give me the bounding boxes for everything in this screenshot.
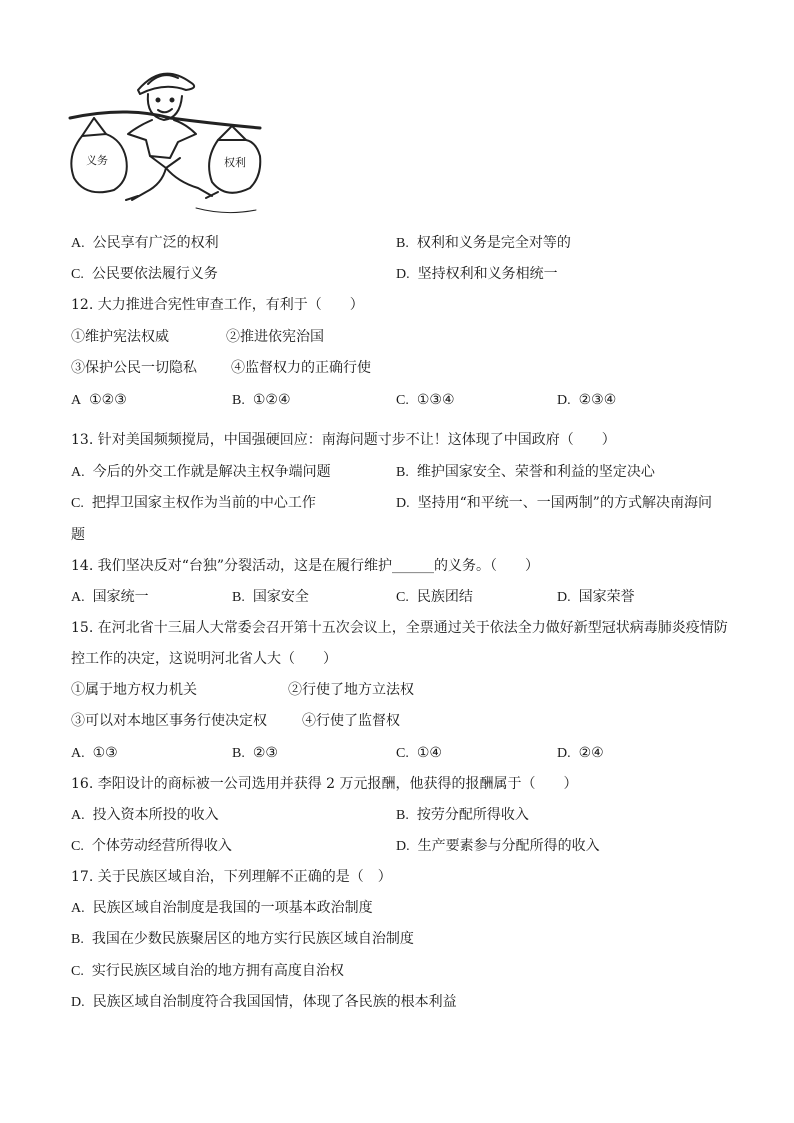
option-text: 公民享有广泛的权利	[92, 235, 219, 251]
right-sack-label: 权利	[224, 156, 246, 169]
q12-option-d	[557, 391, 616, 410]
pole-carrier-illustration	[66, 60, 262, 222]
option-label: A	[71, 393, 82, 408]
option-label: A.	[71, 465, 85, 480]
q15-option-d	[557, 744, 604, 763]
q14-option-c	[396, 588, 473, 607]
option-text: 实行民族区域自治的地方拥有高度自治权	[91, 963, 344, 979]
q15-stem-line1: 15. 在河北省十三届人大常委会召开第十五次会议上，全票通过关于依法全力做好新型冠状病毒肺炎疫情防	[71, 620, 728, 636]
option-text: 个体劳动经营所得收入	[91, 838, 232, 854]
option-text: 我国在少数民族聚居区的地方实行民族区域自治制度	[91, 931, 414, 947]
option-text: ①④	[416, 745, 442, 761]
option-label: B.	[71, 932, 84, 947]
option-text: 民族区域自治制度符合我国国情，体现了各民族的根本利益	[92, 994, 457, 1010]
q13-option-c	[71, 494, 316, 513]
q14-stem: 14. 我们坚决反对“台独”分裂活动，这是在履行维护______的义务。（ ）	[71, 558, 540, 574]
q11-option-d	[396, 265, 558, 284]
option-label: A.	[71, 901, 85, 916]
option-text: 把捍卫国家主权作为当前的中心工作	[91, 495, 316, 511]
q17-option-a	[71, 899, 373, 918]
option-text: 生产要素参与分配所得的收入	[417, 838, 600, 854]
option-label: C.	[71, 496, 84, 511]
q14-option-b	[232, 588, 309, 607]
option-label: D.	[396, 267, 410, 282]
option-label: C.	[396, 746, 409, 761]
option-text: ②③	[252, 745, 278, 761]
q11-option-c	[71, 265, 218, 284]
q13-stem: 13. 针对美国频频搅局，中国强硬回应：南海问题寸步不让！这体现了中国政府（ ）	[71, 432, 616, 448]
q13-option-a	[71, 463, 331, 482]
option-label: D.	[557, 590, 571, 605]
option-label: B.	[232, 746, 245, 761]
q12-option-c	[396, 391, 455, 410]
q12-item-1: ①维护宪法权威	[71, 329, 169, 345]
option-text: 国家安全	[252, 589, 309, 605]
option-text: 坚持权利和义务相统一	[417, 266, 558, 282]
option-label: D.	[557, 393, 571, 408]
q15-option-c	[396, 744, 442, 763]
option-label: B.	[396, 465, 409, 480]
q12-option-b	[232, 391, 291, 410]
q15-item-1: ①属于地方权力机关	[71, 682, 197, 698]
q13-option-d-wrap: 题	[71, 527, 85, 543]
option-text: 今后的外交工作就是解决主权争端问题	[92, 464, 331, 480]
q15-item-2: ②行使了地方立法权	[288, 682, 414, 698]
option-text: 按劳分配所得收入	[416, 807, 529, 823]
q15-option-b	[232, 744, 278, 763]
q12-option-a	[71, 391, 127, 410]
q15-option-a	[71, 744, 118, 763]
option-text: ①②④	[252, 392, 291, 408]
option-text: 坚持用“和平统一、一国两制”的方式解决南海问	[417, 495, 712, 511]
option-label: C.	[71, 839, 84, 854]
option-text: 国家统一	[92, 589, 149, 605]
q11-option-b	[396, 234, 571, 253]
option-text: 民族团结	[416, 589, 473, 605]
q16-stem: 16. 李阳设计的商标被一公司选用并获得 2 万元报酬，他获得的报酬属于（ ）	[71, 776, 578, 792]
q15-item-3: ③可以对本地区事务行使决定权	[71, 713, 267, 729]
option-text: ①③④	[416, 392, 455, 408]
q12-item-4: ④监督权力的正确行使	[231, 360, 371, 376]
q17-option-c	[71, 962, 344, 981]
option-text: 公民要依法履行义务	[91, 266, 218, 282]
q15-stem-line2: 控工作的决定，这说明河北省人大（ ）	[71, 651, 337, 667]
option-label: B.	[396, 808, 409, 823]
option-label: C.	[71, 964, 84, 979]
left-sack-label: 义务	[86, 154, 108, 167]
option-text: 投入资本所投的收入	[92, 807, 219, 823]
option-text: ①②③	[89, 392, 127, 408]
q14-option-d	[557, 588, 635, 607]
option-label: A.	[71, 746, 85, 761]
option-label: D.	[396, 496, 410, 511]
q17-option-d	[71, 993, 457, 1012]
option-label: C.	[71, 267, 84, 282]
q16-option-c	[71, 837, 232, 856]
q15-item-4: ④行使了监督权	[302, 713, 400, 729]
q12-item-2: ②推进依宪治国	[226, 329, 324, 345]
option-label: B.	[232, 393, 245, 408]
hat-icon	[138, 74, 194, 94]
option-label: C.	[396, 393, 409, 408]
option-text: ①③	[92, 745, 118, 761]
option-label: A.	[71, 808, 85, 823]
q13-option-b	[396, 463, 655, 482]
option-label: D.	[71, 995, 85, 1010]
q16-option-a	[71, 806, 219, 825]
q16-option-d	[396, 837, 600, 856]
option-label: D.	[396, 839, 410, 854]
option-label: D.	[557, 746, 571, 761]
option-text: 国家荣誉	[578, 589, 635, 605]
q12-item-3: ③保护公民一切隐私	[71, 360, 197, 376]
q12-stem: 12. 大力推进合宪性审查工作，有利于（ ）	[71, 297, 364, 313]
option-label: A.	[71, 236, 85, 251]
q14-option-a	[71, 588, 149, 607]
option-label: A.	[71, 590, 85, 605]
option-label: C.	[396, 590, 409, 605]
q17-stem: 17. 关于民族区域自治，下列理解不正确的是（ ）	[71, 869, 392, 885]
q11-option-a	[71, 234, 219, 253]
option-text: ②③④	[578, 392, 617, 408]
option-text: 权利和义务是完全对等的	[416, 235, 571, 251]
option-label: B.	[232, 590, 245, 605]
option-text: 维护国家安全、荣誉和利益的坚定决心	[416, 464, 655, 480]
option-text: 民族区域自治制度是我国的一项基本政治制度	[92, 900, 373, 916]
q13-option-d	[396, 494, 712, 513]
q16-option-b	[396, 806, 529, 825]
option-label: B.	[396, 236, 409, 251]
q17-option-b	[71, 930, 414, 949]
option-text: ②④	[578, 745, 604, 761]
